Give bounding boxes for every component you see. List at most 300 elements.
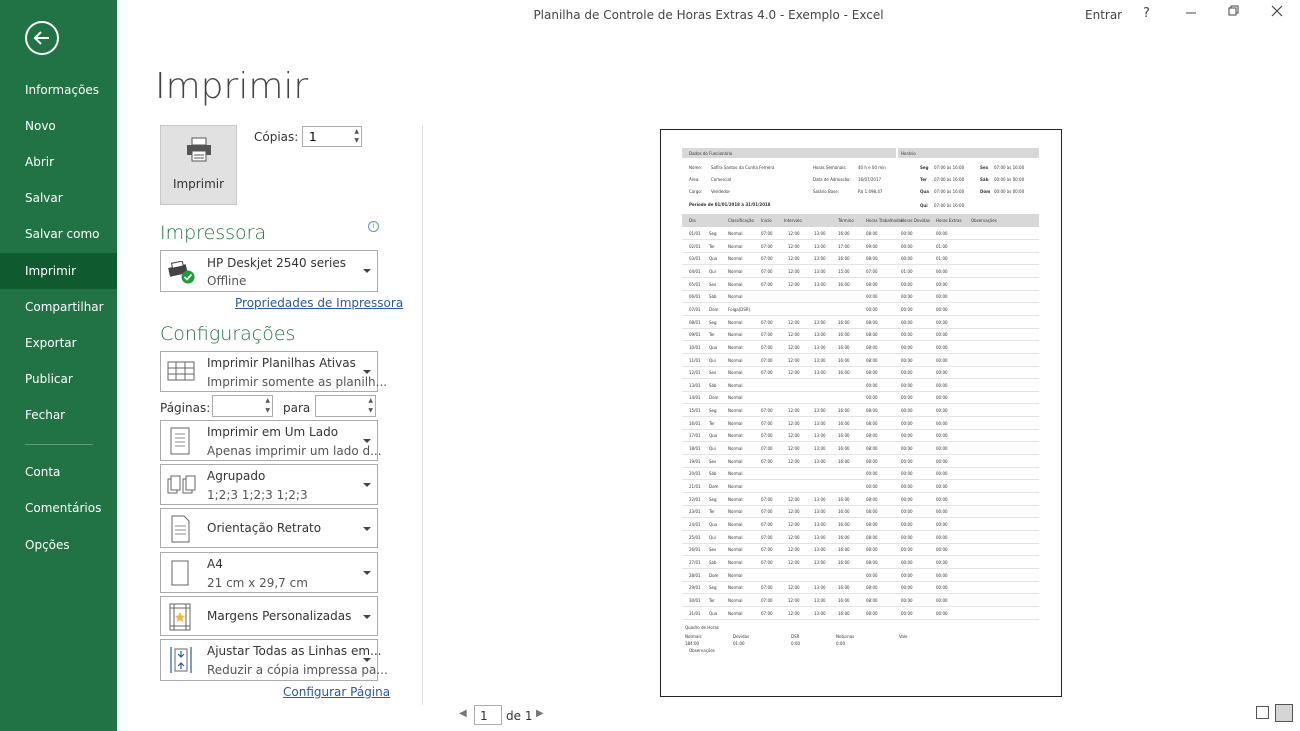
- print-what-dropdown[interactable]: [160, 351, 388, 392]
- preview-cell: 00:00: [936, 357, 948, 363]
- preview-cell: 26/01: [689, 547, 701, 553]
- preview-value: R$ 1.498,47: [858, 189, 883, 194]
- preview-cell: 08:00: [866, 357, 878, 363]
- preview-row-line: [682, 606, 1039, 607]
- preview-cell: 08:00: [866, 408, 878, 414]
- portrait-page-icon: [167, 514, 193, 548]
- preview-cell: 00:00: [866, 306, 878, 312]
- preview-cell: 00:00: [936, 332, 948, 338]
- printer-heading: Impressora: [160, 222, 267, 244]
- preview-cell: Normal: [728, 370, 743, 376]
- sidebar-item-conta[interactable]: Conta: [25, 465, 61, 479]
- printer-dropdown[interactable]: [160, 250, 378, 292]
- preview-schedule-day: Dom: [980, 189, 991, 194]
- preview-cell: 12:00: [788, 357, 800, 363]
- preview-cell: 07:00: [761, 370, 773, 376]
- preview-cell: 13:00: [814, 370, 826, 376]
- print-button-label: Imprimir: [172, 177, 225, 191]
- preview-cell: Qua: [709, 521, 718, 527]
- preview-row-line: [682, 239, 1039, 240]
- preview-row-line: [682, 530, 1039, 531]
- collate-main: Agrupado: [207, 469, 266, 483]
- preview-cell: 00:00: [901, 484, 913, 489]
- preview-value: Safira Santos da Cunha Ferreira: [711, 165, 775, 170]
- spin-down-icon[interactable]: ▼: [354, 137, 359, 144]
- preview-cell: 13:00: [814, 357, 826, 363]
- preview-row-line: [682, 403, 1039, 404]
- backstage-sidebar: [0, 0, 117, 731]
- previous-page-icon[interactable]: ◀: [459, 708, 467, 719]
- preview-cell: 00:00: [936, 281, 948, 287]
- preview-cell: Seg: [709, 231, 717, 236]
- preview-cell: 05/01: [689, 281, 701, 287]
- preview-cell: Qui: [709, 534, 716, 540]
- sidebar-item-imprimir[interactable]: Imprimir: [0, 253, 117, 289]
- preview-cell: 29/01: [689, 585, 701, 591]
- preview-schedule-time: 07:00 às 16:00: [934, 189, 965, 194]
- copies-stepper[interactable]: [302, 126, 362, 147]
- preview-cell: 00:00: [936, 559, 948, 565]
- preview-cell: 08:00: [866, 521, 878, 527]
- collate-sub: 1;2;3 1;2;3 1;2;3: [207, 488, 308, 502]
- preview-cell: 07:00: [761, 420, 773, 426]
- sidebar-item-salvar[interactable]: Salvar: [25, 191, 63, 205]
- print-what-main: Imprimir Planilhas Ativas: [207, 356, 356, 370]
- preview-cell: 07:00: [761, 446, 773, 452]
- preview-cell: 08:00: [866, 534, 878, 540]
- preview-cell: 09/01: [689, 332, 701, 338]
- preview-column-header: Horas Trabalhadas: [866, 218, 904, 223]
- printer-properties-link[interactable]: Propriedades de Impressora: [235, 296, 404, 310]
- preview-cell: 07:00: [761, 408, 773, 414]
- preview-cell: 08:00: [866, 509, 878, 515]
- custom-margins-icon: [167, 602, 193, 636]
- preview-cell: Ter: [709, 509, 715, 515]
- page-title: Imprimir: [155, 66, 309, 107]
- preview-cell: Normal: [728, 471, 743, 477]
- preview-cell: 08:00: [866, 610, 878, 616]
- preview-cell: 13:00: [814, 610, 826, 616]
- preview-summary-header: Vale: [899, 634, 908, 639]
- preview-row-line: [682, 264, 1039, 265]
- preview-cell: 00:00: [936, 319, 948, 325]
- preview-column-header: Intervalo: [784, 218, 802, 223]
- preview-cell: 00:00: [866, 294, 878, 300]
- paper-size-dropdown[interactable]: [160, 552, 378, 593]
- sidebar-item-publicar[interactable]: Publicar: [25, 372, 73, 386]
- preview-row-line: [682, 252, 1039, 253]
- paper-size-sub: 21 cm x 29,7 cm: [207, 576, 308, 590]
- preview-cell: 00:00: [936, 484, 948, 489]
- spin-up-icon[interactable]: ▲: [368, 397, 373, 404]
- info-icon[interactable]: i: [368, 221, 379, 232]
- restore-icon[interactable]: [1228, 5, 1240, 21]
- preview-row-line: [682, 441, 1039, 442]
- preview-cell: 13:00: [814, 534, 826, 540]
- preview-cell: 07:00: [761, 597, 773, 603]
- preview-cell: Normal: [728, 559, 743, 565]
- preview-cell: 00:00: [901, 597, 913, 603]
- preview-cell: 13:00: [814, 585, 826, 591]
- preview-cell: 16:00: [838, 597, 850, 603]
- preview-schedule-time: 07:00 às 16:00: [934, 177, 965, 182]
- preview-cell: 13:00: [814, 344, 826, 350]
- preview-cell: 08:00: [866, 559, 878, 565]
- preview-cell: 09:00: [866, 243, 878, 249]
- preview-schedule-day: Sáb: [980, 177, 989, 182]
- preview-cell: 16:00: [838, 521, 850, 527]
- preview-cell: 00:00: [901, 534, 913, 540]
- preview-cell: 21/01: [689, 484, 701, 489]
- preview-cell: 16:00: [838, 559, 850, 565]
- preview-column-header: Dia: [689, 218, 696, 223]
- preview-cell: 12/01: [689, 370, 701, 376]
- preview-schedule-day: Qui: [920, 203, 928, 208]
- preview-cell: 07:00: [761, 243, 773, 249]
- preview-cell: 16:00: [838, 433, 850, 439]
- preview-cell: 13:00: [814, 547, 826, 553]
- preview-cell: 07:00: [761, 256, 773, 262]
- preview-cell: 16:00: [838, 509, 850, 515]
- preview-column-header: Horas Extras: [936, 218, 962, 223]
- printer-status: Offline: [207, 274, 247, 288]
- preview-row-line: [682, 543, 1039, 544]
- preview-cell: 06/01: [689, 294, 701, 300]
- preview-cell: Normal: [728, 357, 743, 363]
- orientation-dropdown[interactable]: [160, 508, 378, 548]
- preview-cell: 24/01: [689, 521, 701, 527]
- pages-label: Páginas:: [160, 401, 211, 415]
- preview-cell: 00:00: [901, 281, 913, 287]
- preview-cell: 00:00: [901, 408, 913, 414]
- preview-cell: Sex: [709, 458, 717, 464]
- preview-cell: 16:00: [838, 408, 850, 414]
- preview-cell: 16:00: [838, 610, 850, 616]
- preview-cell: 13:00: [814, 496, 826, 502]
- preview-cell: Qua: [709, 344, 718, 350]
- preview-cell: 15:00: [838, 268, 850, 274]
- preview-summary-header: Normais: [685, 634, 702, 639]
- preview-schedule-day: Sex: [980, 165, 989, 170]
- window-title: Planilha de Controle de Horas Extras 4.0 - Exemplo - Excel: [533, 8, 884, 22]
- spin-up-icon[interactable]: ▲: [354, 128, 359, 135]
- preview-cell: Normal: [728, 534, 743, 540]
- preview-cell: 12:00: [788, 231, 800, 236]
- sides-main: Imprimir em Um Lado: [207, 425, 339, 439]
- preview-cell: 20/01: [689, 471, 701, 477]
- preview-header-left: Dados do Funcionário: [689, 151, 733, 156]
- preview-cell: Normal: [728, 268, 743, 274]
- preview-label: Data de Admissão:: [813, 177, 851, 182]
- sidebar-item-opções[interactable]: Opções: [25, 538, 70, 552]
- preview-summary-value: 0:00: [791, 641, 800, 646]
- scaling-main: Ajustar Todas as Linhas em...: [207, 644, 382, 658]
- sign-in-link[interactable]: Entrar: [1085, 8, 1123, 22]
- preview-cell: 18/01: [689, 446, 701, 452]
- preview-cell: 16:00: [838, 446, 850, 452]
- preview-cell: 00:00: [936, 382, 948, 388]
- preview-cell: Qua: [709, 256, 718, 262]
- preview-summary-header: Noturnas: [836, 634, 855, 639]
- preview-cell: Normal: [728, 458, 743, 464]
- preview-cell: 12:00: [788, 547, 800, 553]
- preview-cell: 23/01: [689, 509, 701, 515]
- pages-from-stepper[interactable]: [212, 395, 273, 417]
- sidebar-item-exportar[interactable]: Exportar: [25, 336, 77, 350]
- preview-cell: 08:00: [866, 319, 878, 325]
- preview-column-header: Início: [761, 218, 772, 223]
- preview-cell: 16:00: [838, 281, 850, 287]
- show-margins-icon[interactable]: [1256, 706, 1269, 719]
- margins-dropdown[interactable]: [160, 596, 378, 636]
- spin-up-icon[interactable]: ▲: [265, 397, 270, 404]
- preview-cell: Normal: [728, 256, 743, 262]
- preview-header-right: Horário: [901, 151, 916, 156]
- preview-cell: 08:00: [866, 231, 878, 236]
- preview-cell: 07:00: [761, 534, 773, 540]
- preview-cell: 12:00: [788, 344, 800, 350]
- preview-cell: 12:00: [788, 585, 800, 591]
- chevron-down-icon: [363, 439, 371, 443]
- preview-cell: Sáb: [709, 471, 717, 477]
- preview-cell: 07:00: [761, 585, 773, 591]
- preview-cell: 00:00: [936, 534, 948, 540]
- preview-cell: 00:00: [936, 572, 948, 578]
- preview-cell: 16:00: [838, 458, 850, 464]
- preview-schedule-day: Qua: [920, 189, 929, 194]
- collate-dropdown[interactable]: [160, 464, 378, 505]
- preview-cell: 07:00: [761, 509, 773, 515]
- preview-summary-header: DSR: [791, 634, 800, 639]
- preview-cell: 00:00: [901, 433, 913, 439]
- preview-cell: Sex: [709, 281, 717, 287]
- preview-cell: 00:00: [936, 547, 948, 553]
- preview-cell: 17:00: [838, 243, 850, 249]
- preview-cell: 00:00: [936, 446, 948, 452]
- preview-cell: 07:00: [761, 319, 773, 325]
- print-button[interactable]: [160, 125, 237, 205]
- preview-cell: Dom: [709, 572, 719, 578]
- preview-cell: 08:00: [866, 585, 878, 591]
- sidebar-item-fechar[interactable]: Fechar: [25, 408, 66, 422]
- preview-cell: 07:00: [761, 332, 773, 338]
- preview-cell: Normal: [728, 509, 743, 515]
- preview-cell: Seg: [709, 319, 717, 325]
- sheet-grid-icon: [167, 360, 195, 388]
- one-sided-page-icon: [167, 426, 193, 460]
- preview-cell: 16:00: [838, 547, 850, 553]
- preview-cell: 07:00: [761, 344, 773, 350]
- sides-sub: Apenas imprimir um lado d...: [207, 444, 382, 458]
- print-preview-page: [660, 129, 1062, 697]
- preview-cell: 12:00: [788, 433, 800, 439]
- preview-cell: 00:00: [936, 231, 948, 236]
- preview-cell: 00:00: [901, 572, 913, 578]
- preview-cell: 01:00: [901, 268, 913, 274]
- preview-column-header: Horas Devidas: [901, 218, 930, 223]
- preview-cell: 00:00: [901, 231, 913, 236]
- preview-cell: 16/01: [689, 420, 701, 426]
- sidebar-item-abrir[interactable]: Abrir: [25, 155, 55, 169]
- preview-cell: Normal: [728, 446, 743, 452]
- paper-size-main: A4: [207, 557, 223, 571]
- preview-row-line: [682, 378, 1039, 379]
- preview-schedule-day: Seg: [920, 165, 929, 170]
- sidebar-item-compartilhar[interactable]: Compartilhar: [25, 300, 104, 314]
- spin-down-icon[interactable]: ▼: [265, 407, 270, 414]
- preview-cell: Sáb: [709, 382, 717, 388]
- preview-cell: 16:00: [838, 357, 850, 363]
- preview-cell: 12:00: [788, 521, 800, 527]
- preview-cell: 00:00: [901, 382, 913, 388]
- panel-divider: [422, 125, 423, 705]
- preview-cell: 00:00: [901, 395, 913, 401]
- printer-name: HP Deskjet 2540 series: [207, 256, 347, 270]
- preview-summary-label: Quadro de Horas: [685, 625, 719, 630]
- preview-row-line: [682, 619, 1039, 620]
- preview-cell: 13:00: [814, 559, 826, 565]
- preview-cell: Seg: [709, 408, 717, 414]
- paper-icon: [167, 559, 193, 593]
- printer-icon: [185, 137, 213, 167]
- preview-cell: 07:00: [866, 268, 878, 274]
- preview-cell: Dom: [709, 306, 719, 312]
- chevron-down-icon: [363, 269, 371, 273]
- preview-cell: 03/01: [689, 256, 701, 262]
- preview-cell: Normal: [728, 231, 743, 236]
- preview-cell: 13:00: [814, 281, 826, 287]
- preview-cell: Normal: [728, 547, 743, 553]
- preview-row-line: [682, 555, 1039, 556]
- preview-cell: 07:00: [761, 281, 773, 287]
- preview-cell: 00:00: [901, 319, 913, 325]
- preview-schedule-time: 07:00 às 16:00: [934, 165, 965, 170]
- preview-cell: 00:00: [901, 458, 913, 464]
- preview-label: Cargo:: [689, 189, 703, 194]
- preview-row-line: [682, 277, 1039, 278]
- preview-cell: 00:00: [866, 382, 878, 388]
- preview-cell: 12:00: [788, 610, 800, 616]
- preview-value: 40 h e 00 min: [858, 165, 886, 170]
- page-count: de 1: [506, 709, 533, 723]
- preview-row-line: [682, 340, 1039, 341]
- preview-cell: 13:00: [814, 509, 826, 515]
- help-icon[interactable]: ?: [1143, 6, 1150, 21]
- preview-cell: 16:00: [838, 370, 850, 376]
- preview-cell: 12:00: [788, 319, 800, 325]
- preview-cell: Qui: [709, 446, 716, 452]
- preview-row-line: [682, 290, 1039, 291]
- sidebar-divider: [25, 444, 93, 445]
- preview-cell: 13:00: [814, 597, 826, 603]
- preview-cell: 00:00: [936, 408, 948, 414]
- preview-cell: Normal: [728, 484, 743, 489]
- preview-cell: 00:00: [901, 306, 913, 312]
- preview-cell: 00:00: [901, 446, 913, 452]
- preview-cell: 08:00: [866, 458, 878, 464]
- preview-cell: Qui: [709, 268, 716, 274]
- preview-row-line: [682, 429, 1039, 430]
- sides-dropdown[interactable]: [160, 420, 382, 461]
- preview-cell: 28/01: [689, 572, 701, 578]
- preview-schedule-time: 07:00 às 16:00: [994, 165, 1025, 170]
- sidebar-item-salvar-como[interactable]: Salvar como: [25, 227, 100, 241]
- scaling-dropdown[interactable]: [160, 639, 388, 681]
- preview-cell: Normal: [728, 408, 743, 414]
- preview-row-line: [682, 328, 1039, 329]
- sidebar-item-novo[interactable]: Novo: [25, 119, 56, 133]
- next-page-icon[interactable]: ▶: [536, 708, 544, 719]
- preview-column-header: Observações: [971, 218, 997, 223]
- pages-to-stepper[interactable]: [315, 395, 376, 417]
- preview-cell: 12:00: [788, 534, 800, 540]
- preview-cell: 16:00: [838, 256, 850, 262]
- preview-cell: 12:00: [788, 509, 800, 515]
- preview-cell: 27/01: [689, 559, 701, 565]
- preview-cell: 08:00: [866, 433, 878, 439]
- preview-row-line: [682, 505, 1039, 506]
- page-setup-link[interactable]: Configurar Página: [283, 685, 391, 699]
- preview-cell: 16:00: [838, 534, 850, 540]
- preview-cell: 13:00: [814, 319, 826, 325]
- settings-heading: Configurações: [160, 323, 296, 345]
- sidebar-item-comentários[interactable]: Comentários: [25, 501, 102, 515]
- preview-cell: Qua: [709, 610, 718, 616]
- preview-cell: 00:00: [901, 420, 913, 426]
- preview-cell: 13:00: [814, 420, 826, 426]
- preview-cell: 16:00: [838, 496, 850, 502]
- preview-cell: Normal: [728, 433, 743, 439]
- minimize-icon[interactable]: [1185, 4, 1197, 24]
- collated-pages-icon: [167, 474, 199, 502]
- close-icon[interactable]: [1271, 5, 1283, 21]
- preview-cell: 13:00: [814, 332, 826, 338]
- preview-cell: 07/01: [689, 306, 701, 312]
- preview-value: Comercial: [711, 177, 732, 182]
- preview-cell: 13/01: [689, 382, 701, 388]
- preview-cell: 07:00: [761, 496, 773, 502]
- copies-input[interactable]: [307, 129, 351, 145]
- preview-cell: Sex: [709, 370, 717, 376]
- chevron-down-icon: [363, 483, 371, 487]
- preview-cell: 16:00: [838, 319, 850, 325]
- preview-cell: 07:00: [761, 268, 773, 274]
- preview-cell: 13:00: [814, 408, 826, 414]
- preview-cell: Ter: [709, 597, 715, 603]
- preview-column-header: Término: [838, 218, 854, 223]
- preview-cell: Qua: [709, 433, 718, 439]
- chevron-down-icon: [363, 615, 371, 619]
- preview-cell: Dom: [709, 395, 719, 401]
- preview-label: Nome:: [689, 165, 703, 170]
- preview-cell: 00:00: [901, 344, 913, 350]
- back-arrow-icon[interactable]: [25, 21, 59, 55]
- sidebar-item-informações[interactable]: Informações: [25, 83, 100, 97]
- preview-cell: Ter: [709, 243, 715, 249]
- spin-down-icon[interactable]: ▼: [368, 407, 373, 414]
- preview-cell: 13:00: [814, 231, 826, 236]
- preview-cell: Folga(DSR): [728, 306, 751, 312]
- preview-row-line: [682, 479, 1039, 480]
- preview-cell: 08/01: [689, 319, 701, 325]
- preview-cell: 14/01: [689, 395, 701, 401]
- zoom-to-page-icon[interactable]: [1275, 704, 1293, 722]
- chevron-down-icon: [363, 571, 371, 575]
- preview-cell: 00:00: [901, 332, 913, 338]
- preview-cell: 12:00: [788, 268, 800, 274]
- page-number-field[interactable]: [474, 705, 502, 725]
- margins-main: Margens Personalizadas: [207, 609, 352, 623]
